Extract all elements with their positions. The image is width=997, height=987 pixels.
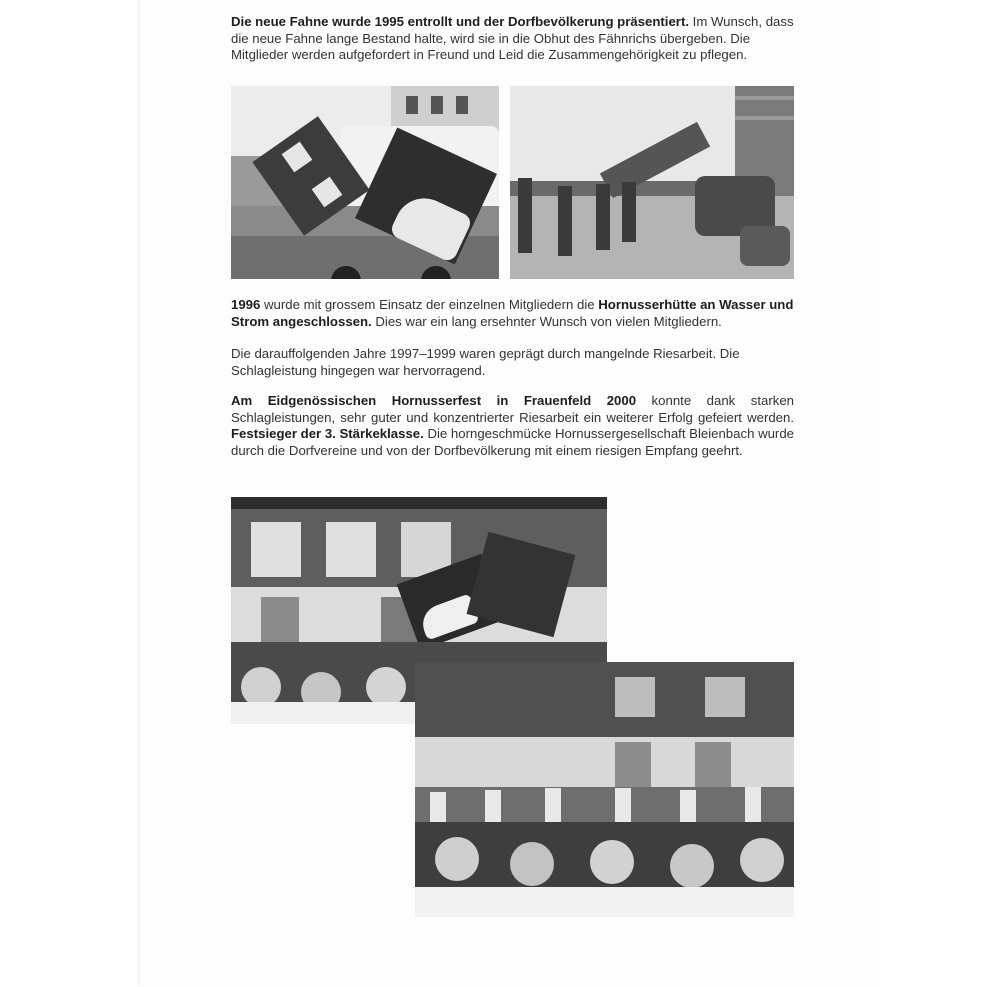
paragraph-text: Im Wunsch, dass die neue Fahne lange Bestand halte, wird sie in die Obhut des Fähnrichs übergeben. Die Mitglieder werden aufgefordert in Freund und Leid die Zusammengehörigkeit zu pflegen. — [231, 14, 794, 62]
paragraph-years-1997-1999 — [231, 346, 794, 379]
paragraph-flag-1995 — [231, 14, 794, 64]
photo-flag-swingers — [510, 86, 794, 279]
paragraph-bold: Am Eidgenössischen Hornusserfest in Frauenfeld 2000 — [231, 393, 637, 408]
paragraph-text: konnte dank starken Schlagleistungen, sehr guter und konzentrierter Riesarbeit ein weiterer Erfolg gefeiert werden. — [231, 393, 794, 425]
paragraph-bold: Festsieger der 3. Stärkeklasse. — [231, 426, 424, 441]
paragraph-text: Die horngeschmücke Hornussergesellschaft Bleienbach wurde durch die Dorfvereine und von der Dorfbevölkerung mit einem riesigen Empfang geehrt. — [231, 426, 794, 458]
paragraph-bold: Die neue Fahne wurde 1995 entrollt und der Dorfbevölkerung präsentiert. — [231, 14, 689, 29]
photo-flag-van — [231, 86, 499, 279]
photo-reception-crowd — [415, 662, 794, 917]
paragraph-bold: 1996 — [231, 297, 261, 312]
paragraph-bold: Hornusserhütte an Wasser und Strom angeschlossen. — [231, 297, 794, 329]
paragraph-text: Dies war ein lang ersehnter Wunsch von vielen Mitgliedern. — [371, 313, 722, 329]
paragraph-text: wurde mit grossem Einsatz der einzelnen Mitgliedern die — [260, 297, 599, 312]
paragraph-hut-1996 — [231, 297, 794, 330]
paragraph-frauenfeld-2000 — [231, 393, 794, 459]
paragraph-text: Die darauffolgenden Jahre 1997–1999 waren geprägt durch mangelnde Riesarbeit. Die Schlagleistung hingegen war hervorragend. — [231, 346, 740, 378]
